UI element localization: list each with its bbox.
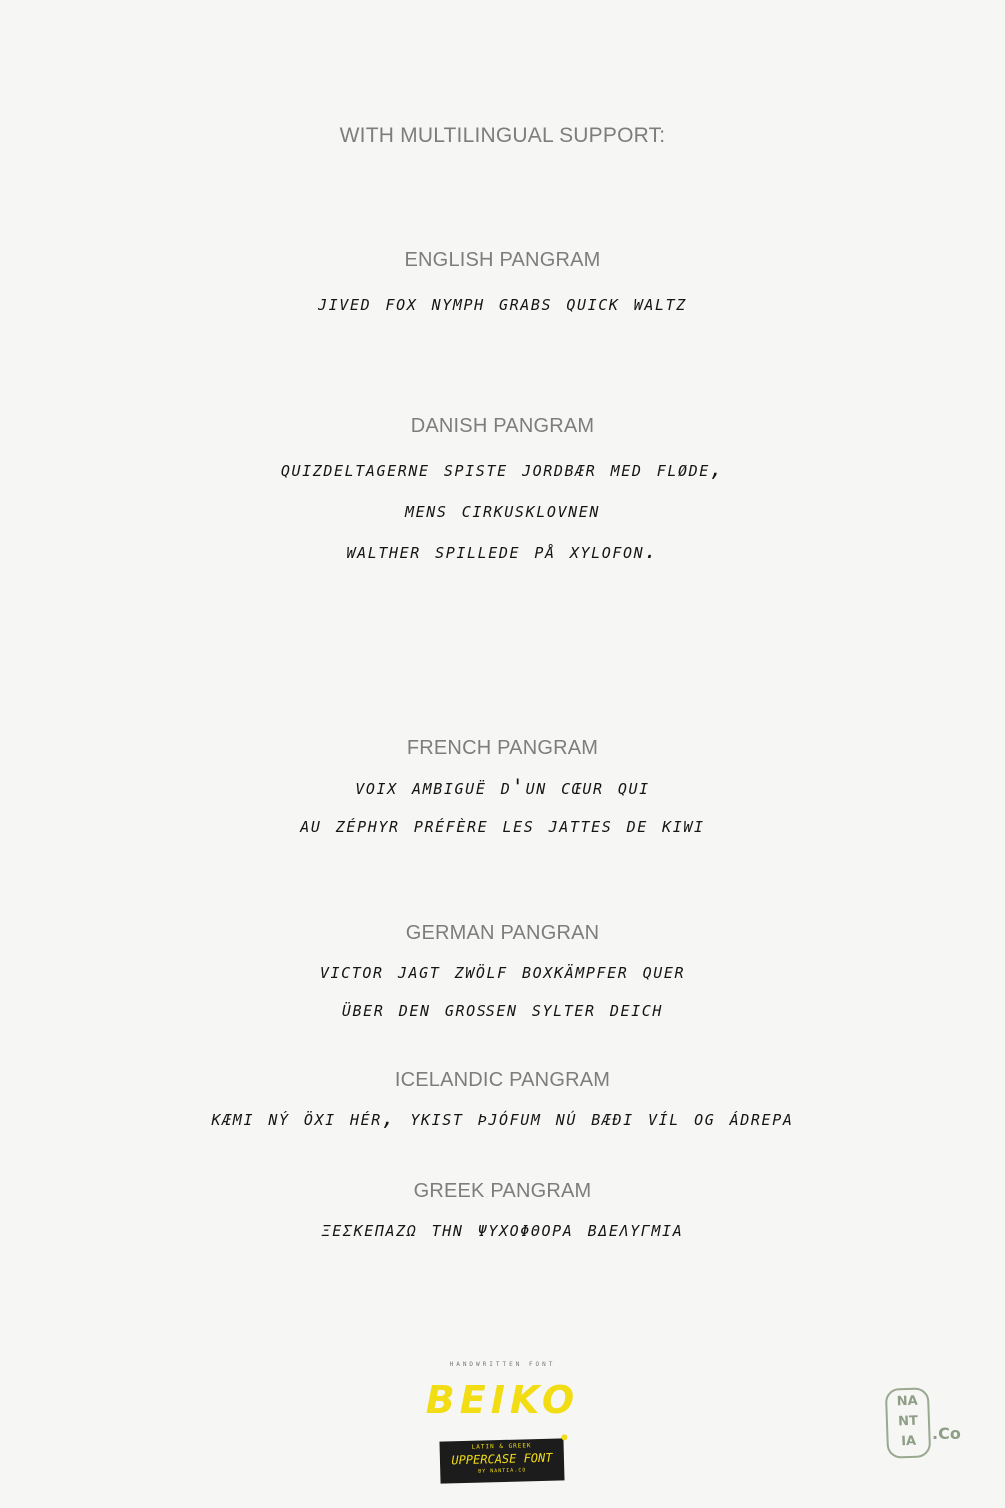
french-line-2: au zéphyr préfère les jattes de kiwi bbox=[300, 813, 705, 837]
logo-suffix: .Co bbox=[932, 1424, 961, 1443]
english-line-1: jived fox nymph grabs quick waltz bbox=[318, 291, 687, 315]
badge-title: UPPERCASE FONT bbox=[451, 1450, 553, 1468]
brand-wordmark: BEIKO bbox=[425, 1378, 580, 1422]
logo-line-1: NA bbox=[896, 1393, 918, 1410]
icelandic-heading: ICELANDIC PANGRAM bbox=[394, 1069, 611, 1091]
intro-heading: WITH MULTILINGUAL SUPPORT: bbox=[339, 124, 666, 147]
danish-line-1: quizdeltagerne spiste jordbær med fløde, bbox=[280, 457, 725, 481]
english-heading: ENGLISH PANGRAM bbox=[404, 249, 601, 271]
danish-line-2: mens cirkusklovnen bbox=[405, 498, 600, 522]
icelandic-line-1: kæmi ný öxi hér, ykist þjófum nú bæði víl og ádrepa bbox=[211, 1106, 794, 1130]
badge-subtitle: LATIN & GREEK bbox=[471, 1442, 532, 1451]
badge-dot bbox=[561, 1434, 567, 1440]
french-line-1: voix ambiguë d'un cœur qui bbox=[355, 775, 650, 799]
french-heading: FRENCH PANGRAM bbox=[406, 737, 599, 759]
german-line-2: über den großen sylter deich bbox=[341, 997, 664, 1021]
danish-line-3: walther spillede på xylofon. bbox=[346, 539, 659, 563]
brand-tagline: HANDWRITTEN FONT bbox=[449, 1361, 556, 1368]
logo-line-2: NT bbox=[897, 1413, 919, 1430]
nantia-logo bbox=[885, 1387, 931, 1458]
greek-heading: GREEK PANGRAM bbox=[413, 1180, 592, 1202]
german-heading: GERMAN PANGRAN bbox=[405, 922, 600, 944]
logo-line-3: IA bbox=[900, 1433, 917, 1450]
danish-heading: DANISH PANGRAM bbox=[410, 415, 595, 437]
font-badge bbox=[439, 1438, 564, 1483]
badge-byline: BY NANTIA.CO bbox=[478, 1467, 527, 1475]
greek-line-1: ξεσκεπαζω την ψυχοφθορα βδελυγμια bbox=[321, 1217, 684, 1241]
german-line-1: victor jagt zwölf boxkämpfer quer bbox=[319, 959, 686, 983]
